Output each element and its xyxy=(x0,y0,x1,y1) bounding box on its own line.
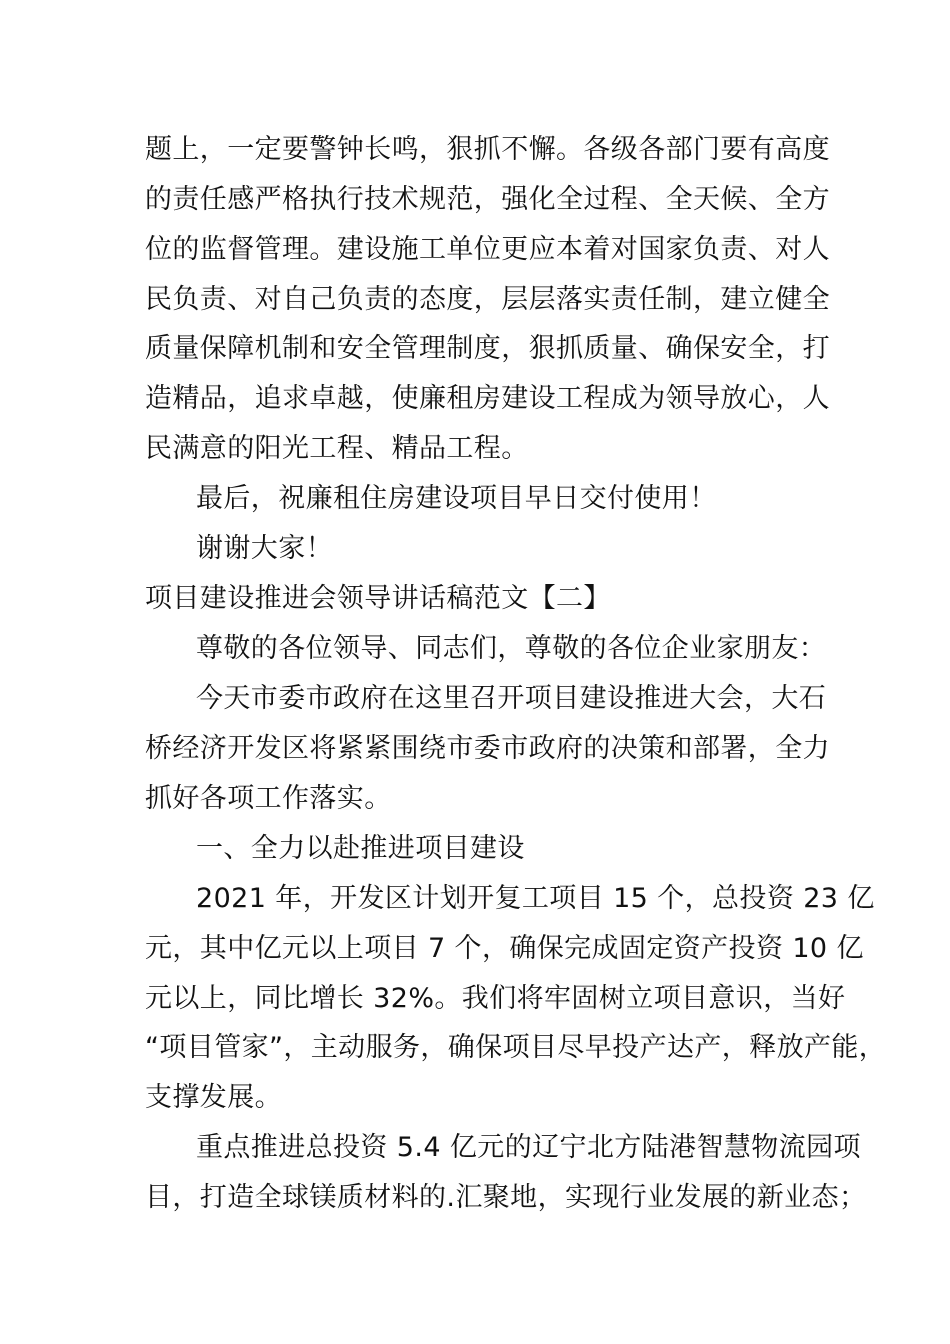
text-line: 民满意的阳光工程、精品工程。 xyxy=(145,433,529,464)
text-line: 桥经济开发区将紧紧围绕市委市政府的决策和部署，全力 xyxy=(145,733,830,764)
text-line: 目，打造全球镁质材料的.汇聚地，实现行业发展的新业态； xyxy=(145,1182,867,1213)
text-line: 位的监督管理。建设施工单位更应本着对国家负责、对人 xyxy=(145,234,830,265)
text-line: 元以上，同比增长 32%。我们将牢固树立项目意识，当好 xyxy=(145,983,846,1014)
text-line: 的责任感严格执行技术规范，强化全过程、全天候、全方 xyxy=(145,184,830,215)
text-line: 谢谢大家！ xyxy=(196,533,333,564)
text-line: 题上，一定要警钟长鸣，狠抓不懈。各级各部门要有高度 xyxy=(145,134,830,165)
text-line: 元，其中亿元以上项目 7 个，确保完成固定资产投资 10 亿 xyxy=(145,933,864,964)
text-line: 今天市委市政府在这里召开项目建设推进大会，大石 xyxy=(196,683,827,714)
text-line: 重点推进总投资 5.4 亿元的辽宁北方陆港智慧物流园项 xyxy=(196,1132,861,1163)
text-line: 造精品，追求卓越，使廉租房建设工程成为领导放心，人 xyxy=(145,383,830,414)
section-heading: 项目建设推进会领导讲话稿范文【二】 xyxy=(145,583,611,614)
text-line: 尊敬的各位领导、同志们，尊敬的各位企业家朋友： xyxy=(196,633,827,664)
text-line: 抓好各项工作落实。 xyxy=(145,783,392,814)
text-line: 最后，祝廉租住房建设项目早日交付使用！ xyxy=(196,483,717,514)
text-line: 质量保障机制和安全管理制度，狠抓质量、确保安全，打 xyxy=(145,333,830,364)
text-line: 民负责、对自己负责的态度，层层落实责任制，建立健全 xyxy=(145,284,830,315)
text-line: “项目管家”，主动服务，确保项目尽早投产达产，释放产能， xyxy=(145,1032,887,1063)
text-line: 支撑发展。 xyxy=(145,1082,282,1113)
text-line: 2021 年，开发区计划开复工项目 15 个，总投资 23 亿 xyxy=(196,883,875,914)
subheading: 一、全力以赴推进项目建设 xyxy=(196,833,525,864)
